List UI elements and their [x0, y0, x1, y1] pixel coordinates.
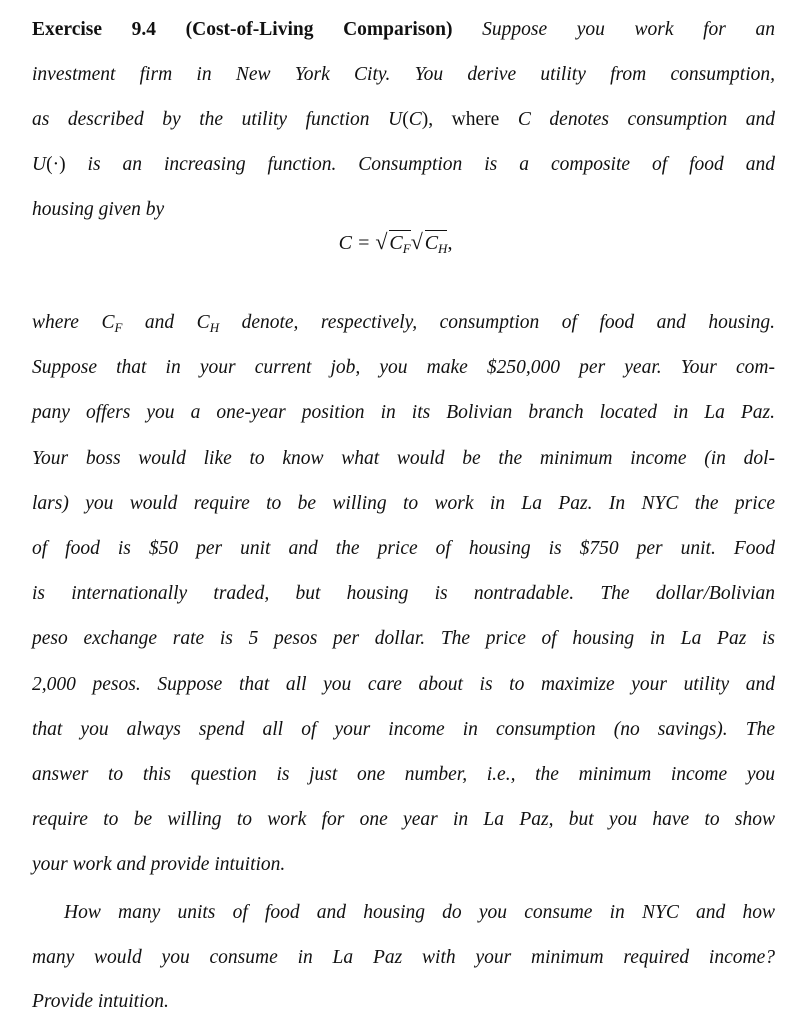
text-segment: Provide intuition. — [32, 991, 169, 1012]
text-segment: your work and provide intuition. — [32, 854, 286, 876]
text-line — [32, 153, 775, 177]
text-line — [32, 673, 775, 697]
text-segment: (·) — [46, 154, 66, 175]
text-line — [32, 582, 775, 606]
text-line — [32, 108, 775, 132]
text-segment: housing given by — [32, 199, 165, 220]
formula-comma: , — [447, 232, 453, 254]
text-line — [32, 627, 775, 651]
text-segment: 2,000 pesos. Suppose that all you care about is to maximize your utility and — [32, 673, 775, 695]
text-line — [32, 198, 775, 222]
text-segment: ( — [402, 109, 409, 130]
text-segment: lars) you would require to be willing to work in La Paz. In NYC the price — [32, 492, 775, 514]
text-segment: U — [388, 109, 403, 130]
text-line — [32, 808, 775, 832]
exercise-heading: Exercise 9.4 (Cost-of-Living Comparison) — [32, 19, 453, 40]
text-segment: and — [122, 312, 197, 333]
formula-lhs: C = — [338, 232, 371, 254]
text-segment: ), where — [421, 109, 518, 130]
text-segment: C — [517, 109, 531, 130]
text-segment: Suppose you work for an — [482, 19, 776, 40]
subscript: H — [209, 320, 220, 335]
text-segment: C — [408, 109, 422, 130]
text-line — [32, 356, 775, 380]
text-segment: pany offers you a one-year position in its Bolivian branch located in La Paz. — [32, 402, 775, 424]
formula-sub-f: F — [402, 241, 411, 256]
text-segment: How many units of food and housing do you consume in NYC and how — [64, 902, 775, 923]
text-segment: C — [196, 312, 210, 333]
sqrt-housing — [411, 232, 448, 257]
text-segment: is an increasing function. Consumption is a composite of food and — [65, 154, 775, 175]
formula-sub-h: H — [438, 241, 448, 256]
text-segment: answer to this question is just one number, i.e., the minimum income you — [32, 764, 775, 785]
text-segment: that you always spend all of your income in consumption (no savings). The — [32, 718, 775, 740]
text-line — [32, 853, 775, 877]
text-segment: peso exchange rate is 5 pesos per dollar. The price of housing in La Paz is — [32, 628, 775, 650]
text-segment: C — [101, 312, 115, 333]
text-segment: where — [32, 312, 102, 333]
text-line — [32, 311, 775, 340]
sqrt-food — [375, 232, 410, 257]
text-segment: investment firm in New York City. You derive utility from consumption, — [32, 64, 775, 85]
text-segment: denotes consumption and — [530, 109, 775, 130]
text-segment: many would you consume in La Paz with your minimum required income? — [32, 947, 775, 968]
text-line — [32, 946, 775, 970]
text-segment: as described by the utility function — [32, 109, 389, 130]
text-segment: require to be willing to work for one year in La Paz, but you have to show — [32, 809, 775, 831]
text-line — [32, 763, 775, 787]
text-line — [64, 901, 775, 925]
text-segment: of food is $50 per unit and the price of housing is $750 per unit. Food — [32, 538, 775, 559]
text-segment: U — [32, 154, 47, 175]
text-line — [32, 492, 775, 516]
text-line — [32, 718, 775, 742]
text-segment: Suppose that in your current job, you make $250,000 per year. Your com- — [32, 357, 775, 379]
text-line — [32, 990, 775, 1014]
formula-ch: C — [424, 232, 439, 254]
consumption-formula — [0, 232, 791, 257]
text-line — [32, 537, 775, 561]
formula-cf: C — [389, 232, 403, 254]
text-line — [32, 401, 775, 425]
text-segment: Your boss would like to know what would be the minimum income (in dol- — [32, 447, 775, 469]
subscript: F — [114, 320, 123, 335]
text-segment: denote, respectively, consumption of food and housing. — [219, 312, 776, 333]
text-segment: is internationally traded, but housing is nontradable. The dollar/Bolivian — [32, 583, 775, 605]
text-line — [32, 63, 775, 87]
text-line — [32, 447, 775, 471]
text-line — [32, 18, 775, 42]
